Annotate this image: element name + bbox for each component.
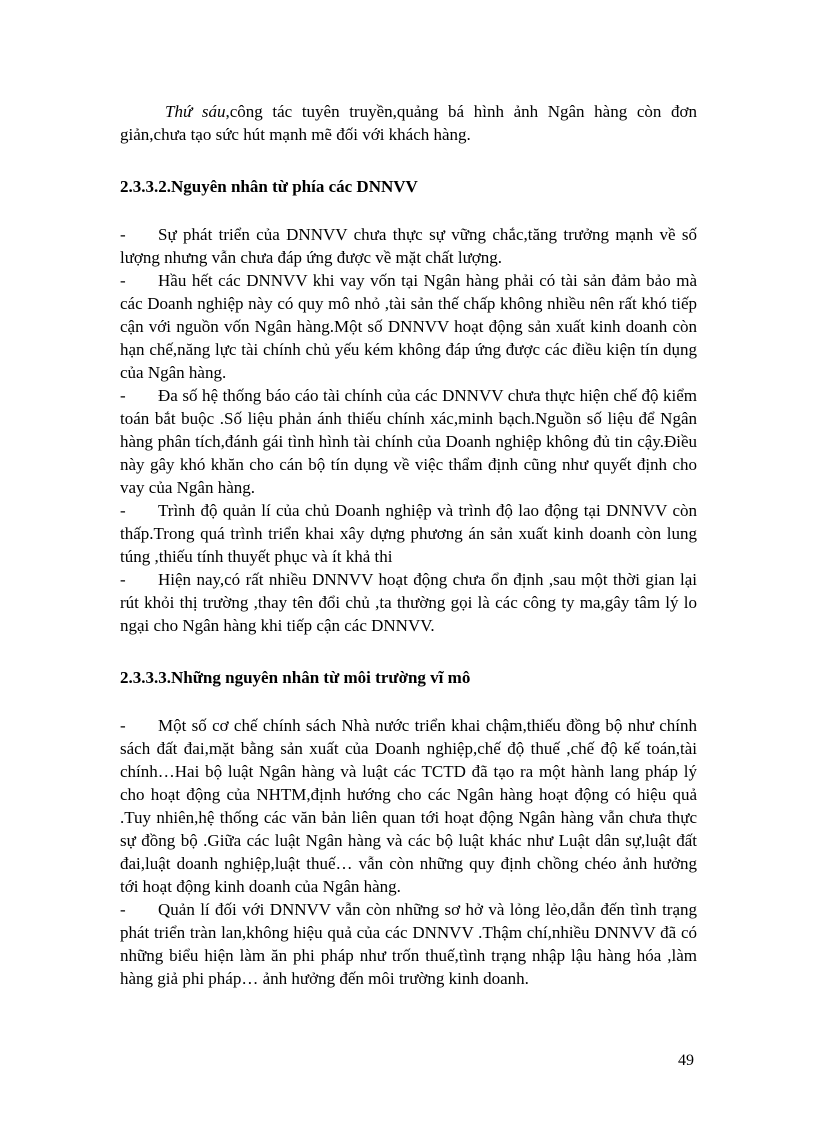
list-item-text: Hiện nay,có rất nhiều DNNVV hoạt động chưa ổn định ,sau một thời gian lại rút khỏi thị trường ,thay tên đổi chủ ,ta thường gọi là các công ty ma,gây tâm lý lo ngại cho Ngân hàng khi tiếp cận các DNNVV. <box>120 570 697 635</box>
list-item <box>120 223 697 269</box>
spacer <box>120 198 697 223</box>
page-number: 49 <box>678 1052 694 1069</box>
bullet-dash: - <box>120 570 126 589</box>
list-item-text: Quản lí đối với DNNVV vẫn còn những sơ hở và lỏng lẻo,dẫn đến tình trạng phát triển tràn lan,không hiệu quả của các DNNVV .Thậm chí,nhiều DNNVV đã có những biểu hiện làm ăn phi pháp như trốn thuế,tình trạng nhập lậu hàng hóa ,làm hàng giả phi pháp… ảnh hưởng đến môi trường kinh doanh. <box>120 900 697 988</box>
list-item <box>120 898 697 990</box>
section-2-bullet-list <box>120 223 697 637</box>
section-heading-2-3-3-2: 2.3.3.2.Nguyên nhân từ phía các DNNVV <box>120 177 418 196</box>
bullet-dash: - <box>120 900 126 919</box>
intro-lead-italic: Thứ sáu <box>165 102 226 121</box>
bullet-dash: - <box>120 225 126 244</box>
bullet-dash: - <box>120 716 126 735</box>
intro-paragraph <box>120 100 697 146</box>
bullet-dash: - <box>120 386 126 405</box>
list-item-text: Trình độ quản lí của chủ Doanh nghiệp và trình độ lao động tại DNNVV còn thấp.Trong quá trình triển khai xây dựng phương án sản xuất kinh doanh còn lung túng ,thiếu tính thuyết phục và ít khả thi <box>120 501 697 566</box>
list-item-text: Đa số hệ thống báo cáo tài chính của các DNNVV chưa thực hiện chế độ kiểm toán bắt buộc .Số liệu phản ánh thiếu chính xác,minh bạch.Nguồn số liệu để Ngân hàng phân tích,đánh gái tình hình tài chính của Doanh nghiệp không đủ tin cậy.Điều này gây khó khăn cho cán bộ tín dụng về việc thẩm định cũng như quyết định cho vay của Ngân hàng. <box>120 386 697 497</box>
intro-text: ,công tác tuyên truyền,quảng bá hình ảnh Ngân hàng còn đơn giản,chưa tạo sức hút mạnh mẽ đối với khách hàng. <box>120 102 697 144</box>
list-item <box>120 384 697 499</box>
list-item <box>120 499 697 568</box>
bullet-dash: - <box>120 271 126 290</box>
list-item-text: Sự phát triển của DNNVV chưa thực sự vững chắc,tăng trưởng mạnh về số lượng nhưng vẫn chưa đáp ứng được về mặt chất lượng. <box>120 225 697 267</box>
document-page <box>120 100 697 990</box>
list-item-text: Hầu hết các DNNVV khi vay vốn tại Ngân hàng phải có tài sản đảm bảo mà các Doanh nghiệp này có quy mô nhỏ ,tài sản thế chấp không nhiều nên rất khó tiếp cận với nguồn vốn Ngân hàng.Một số DNNVV hoạt động sản xuất kinh doanh còn hạn chế,năng lực tài chính chủ yếu kém không đáp ứng được các điều kiện tín dụng của Ngân hàng. <box>120 271 697 382</box>
spacer <box>120 637 697 666</box>
section-heading-2-3-3-3: 2.3.3.3.Những nguyên nhân từ môi trường vĩ mô <box>120 668 471 687</box>
spacer <box>120 689 697 714</box>
list-item <box>120 568 697 637</box>
list-item <box>120 714 697 898</box>
list-item <box>120 269 697 384</box>
list-item-text: Một số cơ chế chính sách Nhà nước triển khai chậm,thiếu đồng bộ như chính sách đất đai,mặt bằng sản xuất của Doanh nghiệp,chế độ thuế ,chế độ kế toán,tài chính…Hai bộ luật Ngân hàng và luật các TCTD đã tạo ra một hành lang pháp lý cho hoạt động của NHTM,định hướng cho các Ngân hàng hoạt động có hiệu quả .Tuy nhiên,hệ thống các văn bản liên quan tới hoạt động Ngân hàng vẫn chưa thực sự đồng bộ .Giữa các luật Ngân hàng và các bộ luật khác như Luật dân sự,luật đất đai,luật doanh nghiệp,luật thuế… vẫn còn những quy định chồng chéo ảnh hưởng tới hoạt động kinh doanh của Ngân hàng. <box>120 716 697 896</box>
bullet-dash: - <box>120 501 126 520</box>
spacer <box>120 146 697 175</box>
section-3-bullet-list <box>120 714 697 990</box>
